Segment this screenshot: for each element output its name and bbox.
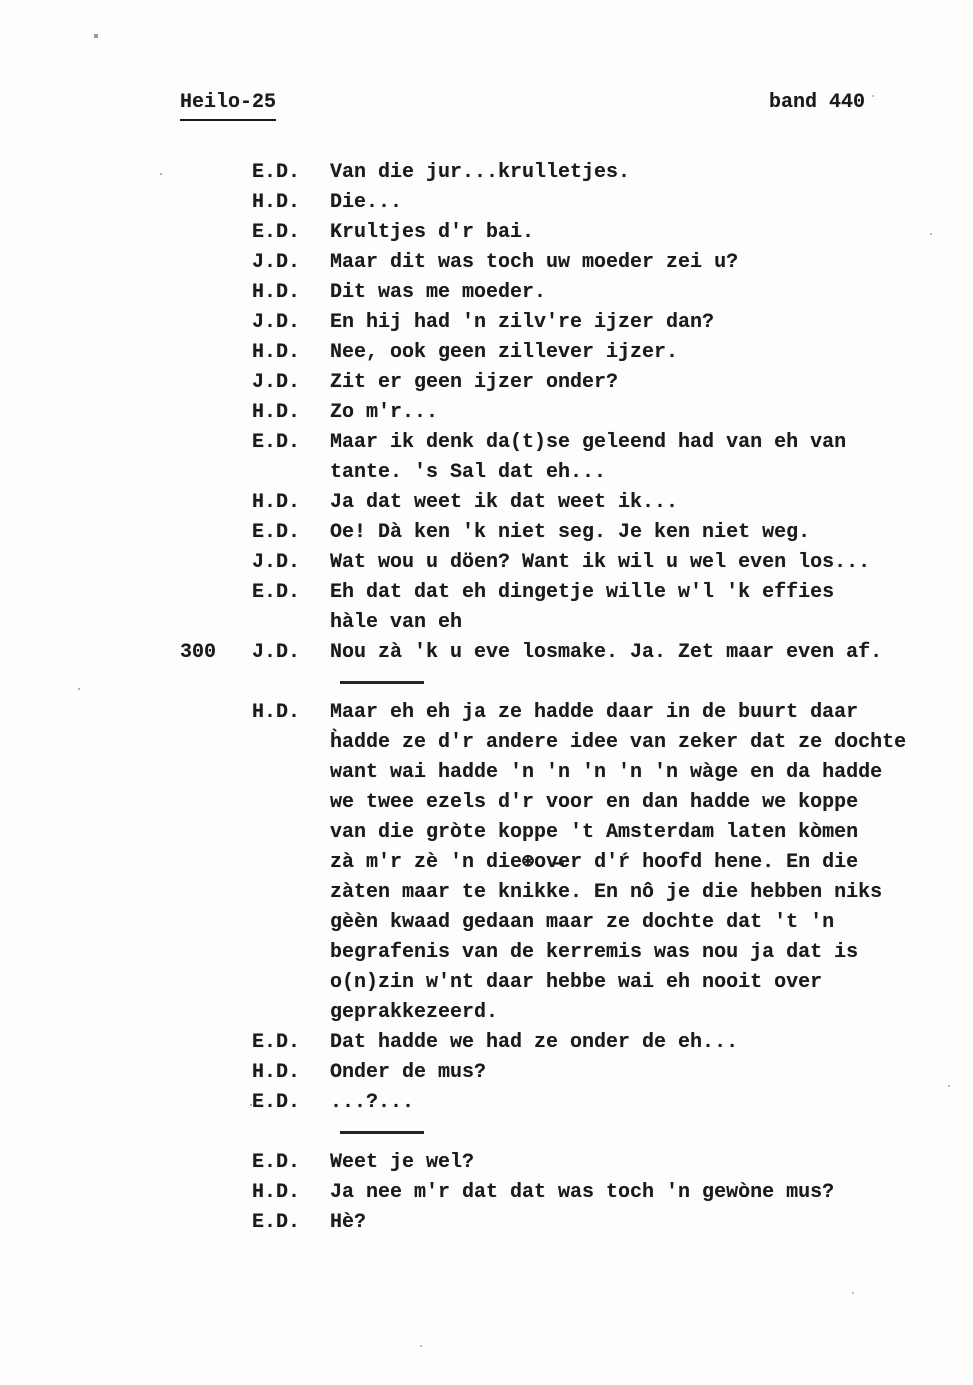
dialogue-row (180, 488, 865, 518)
speaker-label: H.D. (252, 1061, 301, 1084)
utterance-line: hàle van eh (330, 611, 463, 634)
dialogue-row (180, 398, 865, 428)
dialogue-row (180, 698, 907, 1028)
dialogue-row (180, 158, 865, 188)
utterance (330, 218, 865, 248)
utterance-line: Nou zà 'k u eve losmake. Ja. Zet maar even af. (330, 641, 883, 664)
utterance-line: Weet je wel? (330, 1151, 475, 1174)
band-number: band 440 (768, 91, 865, 114)
dialogue-row (180, 428, 865, 488)
dialogue-row (180, 248, 865, 278)
page-header (180, 88, 865, 118)
dialogue-row (180, 1208, 865, 1238)
utterance-line: Zo m'r... (330, 401, 439, 424)
utterance-line: gèèn kwaad gedaan maar ze dochte dat 't 'n (330, 911, 835, 934)
divider-cell (330, 668, 865, 698)
margin-number (180, 398, 252, 428)
speaker-label: E.D. (252, 1211, 301, 1234)
utterance (330, 368, 865, 398)
utterance-line: Van die jur...krulletjes. (330, 161, 631, 184)
margin-number (180, 548, 252, 578)
utterance-line: Eh dat dat eh dingetje wille w'l 'k effies (330, 581, 835, 604)
dialogue-row (180, 1058, 865, 1088)
speaker-label: J.D. (252, 371, 301, 394)
speaker-label: H.D. (252, 491, 301, 514)
margin-number (180, 368, 252, 398)
speaker-label: E.D. (252, 161, 301, 184)
utterance (330, 1088, 865, 1118)
speaker-label: J.D. (252, 551, 301, 574)
utterance-line: En hij had 'n zilv're ijzer dan? (330, 311, 715, 334)
utterance (330, 248, 865, 278)
utterance-line: Oe! Dà ken 'k niet seg. Je ken niet weg. (330, 521, 811, 544)
utterance-line: Ja nee m'r dat dat was toch 'n gewòne mus? (330, 1181, 835, 1204)
speaker-label: E.D. (252, 1091, 301, 1114)
speaker-label: H.D. (252, 191, 301, 214)
speaker-label (252, 668, 330, 698)
utterance-line: Ja dat weet ik dat weet ik... (330, 491, 679, 514)
utterance-line: Nee, ook geen zillever ijzer. (330, 341, 679, 364)
speaker-label: E.D. (252, 431, 301, 454)
utterance-line: tante. 's Sal dat eh... (330, 461, 607, 484)
margin-number (180, 518, 252, 548)
dialogue-row (180, 308, 865, 338)
speaker-label: E.D. (252, 521, 301, 544)
utterance-line: Dat hadde we had ze onder de eh... (330, 1031, 739, 1054)
section-divider (340, 1131, 424, 1134)
utterance (330, 548, 870, 578)
speaker-label: H.D. (252, 401, 301, 424)
speaker-label: E.D. (252, 1031, 301, 1054)
utterance-line: van die gròte koppe 't Amsterdam laten kòmen (330, 821, 859, 844)
margin-number (180, 1208, 252, 1238)
dialogue-row (180, 1148, 865, 1178)
margin-number (180, 188, 252, 218)
margin-number (180, 278, 252, 308)
margin-number (180, 488, 252, 518)
utterance (330, 578, 865, 638)
margin-number (180, 218, 252, 248)
utterance-line: Onder de mus? (330, 1061, 487, 1084)
utterance (330, 1178, 865, 1208)
utterance (330, 188, 865, 218)
utterance-line: Dit was me moeder. (330, 281, 547, 304)
dialogue-row (180, 578, 865, 638)
speaker-label: E.D. (252, 581, 301, 604)
dialogue-row (180, 188, 865, 218)
utterance (330, 698, 906, 1028)
utterance-line: o(n)zin w'nt daar hebbe wai eh nooit over (330, 971, 823, 994)
dialogue-row (180, 278, 865, 308)
utterance (330, 338, 865, 368)
margin-number (180, 248, 252, 278)
utterance-line: Maar eh eh ja ze hadde daar in de buurt daar (330, 701, 859, 724)
utterance-line: want wai hadde 'n 'n 'n 'n 'n wàge en da hadde (330, 761, 883, 784)
utterance (330, 308, 865, 338)
utterance-line: ...?... (330, 1091, 415, 1114)
utterance (330, 1148, 865, 1178)
utterance-line: geprakkezeerd. (330, 1001, 499, 1024)
dialogue-row (180, 1088, 865, 1118)
margin-number (180, 428, 252, 488)
utterance-line: Maar ik denk da(t)se geleend had van eh van (330, 431, 847, 454)
utterance-line: Maar dit was toch uw moeder zei u? (330, 251, 739, 274)
dialogue-row (180, 1028, 865, 1058)
margin-number (180, 1118, 252, 1148)
margin-number (180, 578, 252, 638)
utterance (330, 638, 882, 668)
utterance (330, 1208, 865, 1238)
utterance (330, 488, 865, 518)
margin-number (180, 668, 252, 698)
dialogue-row (180, 638, 883, 668)
speaker-label: E.D. (252, 221, 301, 244)
document-id: Heilo-25 (180, 88, 276, 121)
dialogue-row (180, 548, 871, 578)
margin-number (180, 158, 252, 188)
margin-number (180, 1148, 252, 1178)
utterance (330, 1028, 865, 1058)
utterance (330, 428, 865, 488)
utterance-line: h̀adde ze d'r andere idee van zeker dat ze dochte (330, 731, 907, 754)
utterance-line: Hè? (330, 1211, 367, 1234)
margin-number (180, 308, 252, 338)
dialogue-row (180, 1178, 865, 1208)
margin-number (180, 1088, 252, 1118)
utterance-line: Die... (330, 191, 403, 214)
speaker-label: H.D. (252, 281, 301, 304)
utterance-line: Zit er geen ijzer onder? (330, 371, 619, 394)
margin-number (180, 698, 252, 1028)
utterance-line: Krultjes d'r bai. (330, 221, 535, 244)
utterance-line: Wat wou u döen? Want ik wil u wel even los... (330, 551, 871, 574)
speaker-label: J.D. (252, 641, 301, 664)
speaker-label: H.D. (252, 701, 301, 724)
scan-noise (0, 0, 2, 2)
speaker-label: J.D. (252, 311, 301, 334)
margin-number: 300 (180, 641, 217, 664)
dialogue-row (180, 518, 865, 548)
section-divider (340, 681, 424, 684)
speaker-label (252, 1118, 330, 1148)
margin-number (180, 1028, 252, 1058)
utterance (330, 1058, 865, 1088)
speaker-label: E.D. (252, 1151, 301, 1174)
speaker-label: J.D. (252, 251, 301, 274)
dialogue-row (180, 218, 865, 248)
dialogue (180, 158, 907, 1238)
utterance-line: zà m'r zè 'n die⊛ov̶er d'ŕ hoofd hene. En die (330, 851, 859, 874)
divider-cell (330, 1118, 865, 1148)
margin-number (180, 1178, 252, 1208)
utterance (330, 518, 865, 548)
utterance (330, 398, 865, 428)
utterance-line: we twee ezels d'r voor en dan hadde we koppe (330, 791, 859, 814)
utterance (330, 158, 865, 188)
speaker-label: H.D. (252, 341, 301, 364)
dialogue-row (180, 368, 865, 398)
margin-number (180, 1058, 252, 1088)
divider-row (180, 1118, 865, 1148)
divider-row (180, 668, 865, 698)
utterance-line: begrafenis van de kerremis was nou ja dat is (330, 941, 859, 964)
speaker-label: H.D. (252, 1181, 301, 1204)
dialogue-row (180, 338, 865, 368)
margin-number (180, 338, 252, 368)
utterance (330, 278, 865, 308)
utterance-line: zàten maar te knikke. En nô je die hebben niks (330, 881, 883, 904)
